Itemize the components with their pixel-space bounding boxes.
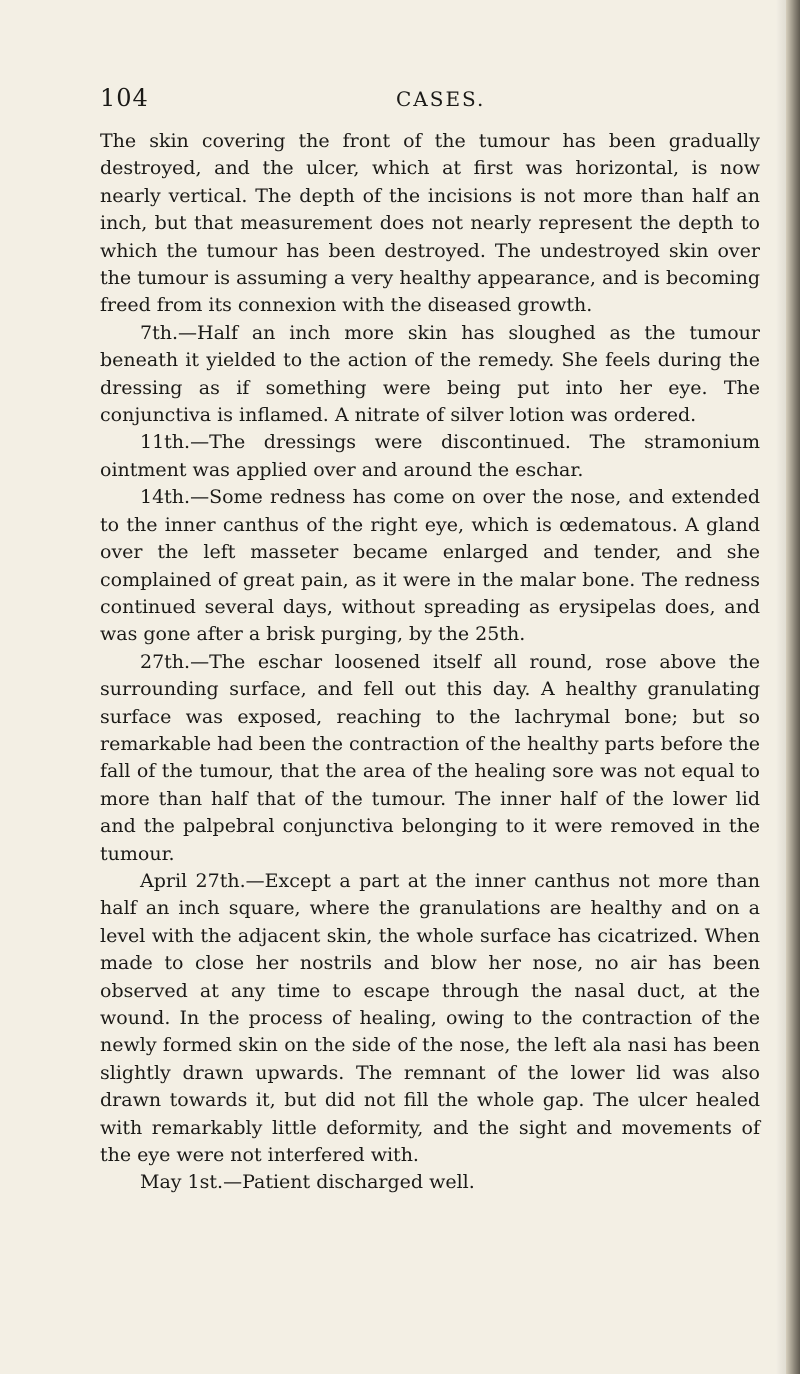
paragraph-14th: 14th.—Some redness has come on over the nose, and extended to the inner canthus of the right eye, which is œdematous. A gland over the left masseter became enlarged and tender, and she complained of great pain, as it were in the malar bone. The redness continued several days, without spreading as erysipelas does, and was gone after a brisk purging, by the 25th. (100, 486, 760, 646)
page-edge (786, 0, 800, 1374)
paragraph-april-27th: April 27th.—Except a part at the inner canthus not more than half an inch square, where the granulations are healthy and on a level with the adjacent skin, the whole surface has cicatrized. When made to close her nostrils and blow her nose, no air has been observed at any time to escape through the nasal duct, at the wound. In the process of healing, owing to the contraction of the newly formed skin on the side of the nose, the left ala nasi has been slightly drawn upwards. The remnant of the lower lid was also drawn towards it, but did not fill the whole gap. The ulcer healed with remarkably little deformity, and the sight and movements of the eye were not interfered with. (100, 869, 760, 1167)
paragraph-27th: 27th.—The eschar loosened itself all round, rose above the surrounding surface, and fell out this day. A healthy granulating surface was exposed, reaching to the lachrymal bone; but so remarkable had been the contraction of the healthy parts before the fall of the tumour, that the area of the healing sore was not equal to more than half that of the tumour. The inner half of the lower lid and the palpebral conjunctiva belonging to it were removed in the tumour. (100, 650, 760, 865)
page-edge-shadow (776, 0, 786, 1374)
paragraph-7th: 7th.—Half an inch more skin has sloughed as the tumour beneath it yielded to the action of the remedy. She feels during the dressing as if something were being put into her eye. The conjunctiva is inflamed. A nitrate of silver lotion was ordered. (100, 321, 760, 427)
page-header (100, 84, 700, 116)
paragraph-may-1st: May 1st.—Patient discharged well. (140, 1171, 475, 1194)
body-text (100, 128, 760, 1197)
paragraph-11th: 11th.—The dressings were discontinued. The stramonium ointment was applied over and around the eschar. (100, 431, 760, 481)
paragraph-tumour-destroyed: The skin covering the front of the tumour has been gradually destroyed, and the ulcer, which at first was horizontal, is now nearly vertical. The depth of the incisions is not more than half an inch, but that measurement does not nearly represent the depth to which the tumour has been destroyed. The undestroyed skin over the tumour is assuming a very healthy appearance, and is becoming freed from its connexion with the diseased growth. (100, 130, 760, 317)
page-number: 104 (100, 84, 149, 112)
running-head: CASES. (396, 87, 486, 111)
